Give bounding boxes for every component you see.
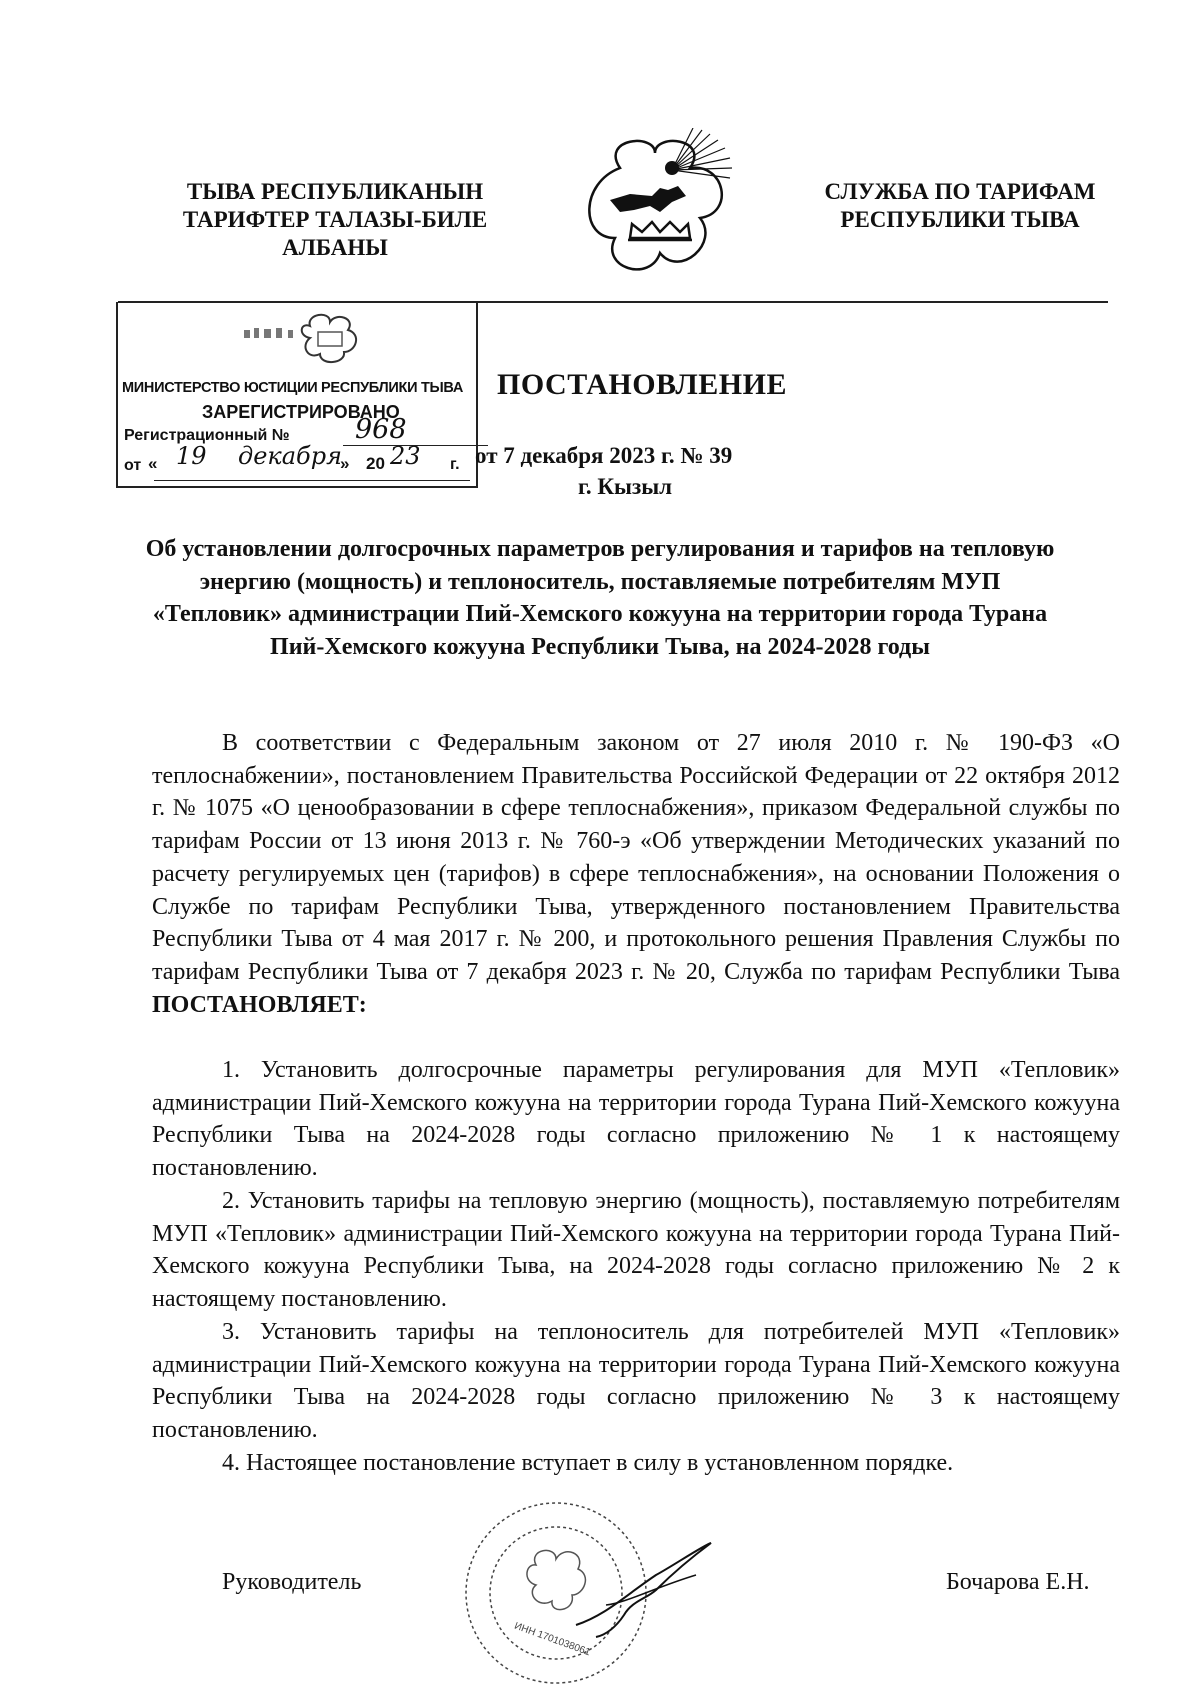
resolution-item-text: 3. Установить тарифы на теплоноситель для потребителей МУП «Тепловик» администрации Пий-Хемского кожууна на территории города Турана Пий-Хемского кожууна Республики Тыва на 2024-2028 годы согласно приложению № 3 к настоящему постановлению.: [152, 1319, 1120, 1444]
stamp-ministry: МИНИСТЕРСТВО ЮСТИЦИИ РЕСПУБЛИКИ ТЫВА: [122, 380, 464, 396]
document-city: г. Кызыл: [578, 474, 673, 499]
stamp-date-year: 23: [390, 442, 421, 470]
org-name-tuvan-line: АЛБАНЫ: [282, 235, 388, 260]
org-name-tuvan: [155, 178, 515, 262]
resolves-keyword: ПОСТАНОВЛЯЕТ:: [152, 991, 367, 1018]
org-name-russian: [810, 178, 1110, 234]
org-name-tuvan-line: ТАРИФТЕР ТАЛАЗЫ-БИЛЕ: [182, 207, 488, 232]
stamp-date-close-quote: »: [340, 454, 350, 473]
resolution-item-text: 4. Настоящее постановление вступает в силу в установленном порядке.: [222, 1450, 954, 1476]
official-seal: [456, 1475, 716, 1700]
resolution-item-text: 1. Установить долгосрочные параметры регулирования для МУП «Тепловик» администрации Пий-Хемского кожууна на территории города Турана Пий-Хемского кожууна Республики Тыва на 2024-2028 годы согласно приложению № 1 к настоящему постановлению.: [152, 1057, 1120, 1182]
preamble-paragraph: [152, 727, 1120, 1021]
preamble-text: В соответствии с Федеральным законом от 27 июля 2010 г. № 190-ФЗ «О теплоснабжении», постановлением Правительства Российской Федерации от 22 октября 2012 г. № 1075 «О ценообразовании в сфере теплоснабжения», приказом Федеральной службы по тарифам России от 13 июня 2013 г. № 760-э «Об утверждении Методических указаний по расчету регулируемых цен (тарифов) в сфере теплоснабжения», на основании Положения о Службе по тарифам Республики Тыва, утвержденного постановлением Правительства Республики Тыва от 4 мая 2017 г. № 200, и протокольного решения Правления Службы по тарифам Республики Тыва от 7 декабря 2023 г. № 20, Служба по тарифам Республики Тыва: [152, 730, 1120, 985]
org-name-tuvan-line: ТЫВА РЕСПУБЛИКАНЫН: [186, 179, 484, 204]
stamp-date-day: 19: [176, 442, 207, 470]
signatory-name: Бочарова Е.Н.: [946, 1569, 1090, 1595]
stamp-number-handwritten: 968: [355, 414, 407, 445]
resolution-item: [152, 1185, 1120, 1316]
resolution-item-text: 2. Установить тарифы на тепловую энергию (мощность), поставляемую потребителям МУП «Тепловик» администрации Пий-Хемского кожууна на территории города Турана Пий-Хемского кожууна Республики Тыва, на 2024-2028 годы согласно приложению № 2 к настоящему постановлению.: [152, 1188, 1120, 1313]
document-date-number: от 7 декабря 2023 г. № 39: [475, 443, 733, 468]
org-name-russian-line: СЛУЖБА ПО ТАРИФАМ: [824, 179, 1096, 204]
stamp-emblem-icon: [238, 308, 368, 368]
document-title: Об установлении долгосрочных параметров регулирования и тарифов на тепловую энергию (мощность) и теплоноситель, поставляемые потребителям МУП «Тепловик» администрации Пий-Хемского кожууна на территории города Турана Пий-Хемского кожууна Республики Тыва, на 2024-2028 годы: [145, 536, 1055, 660]
org-name-russian-line: РЕСПУБЛИКИ ТЫВА: [840, 207, 1080, 232]
stamp-number-label: Регистрационный №: [124, 427, 290, 444]
stamp-date-open-quote: «: [148, 454, 158, 473]
tuva-emblem-icon: [560, 128, 750, 293]
stamp-date-year-prefix: 20: [366, 454, 385, 473]
resolution-item: [152, 1316, 1120, 1447]
stamp-date-label: от: [124, 457, 142, 474]
stamp-registered: ЗАРЕГИСТРИРОВАНО: [202, 402, 400, 422]
seal-inn-text: ИНН 1701038061: [512, 1620, 592, 1659]
registration-stamp: [116, 302, 478, 488]
signatory-role: Руководитель: [222, 1569, 362, 1595]
stamp-date-month: декабря: [238, 442, 342, 470]
resolution-item: [152, 1054, 1120, 1185]
document-type: ПОСТАНОВЛЕНИЕ: [497, 368, 787, 401]
stamp-date-year-unit: г.: [450, 456, 460, 473]
stamp-date-underline: [154, 480, 470, 481]
